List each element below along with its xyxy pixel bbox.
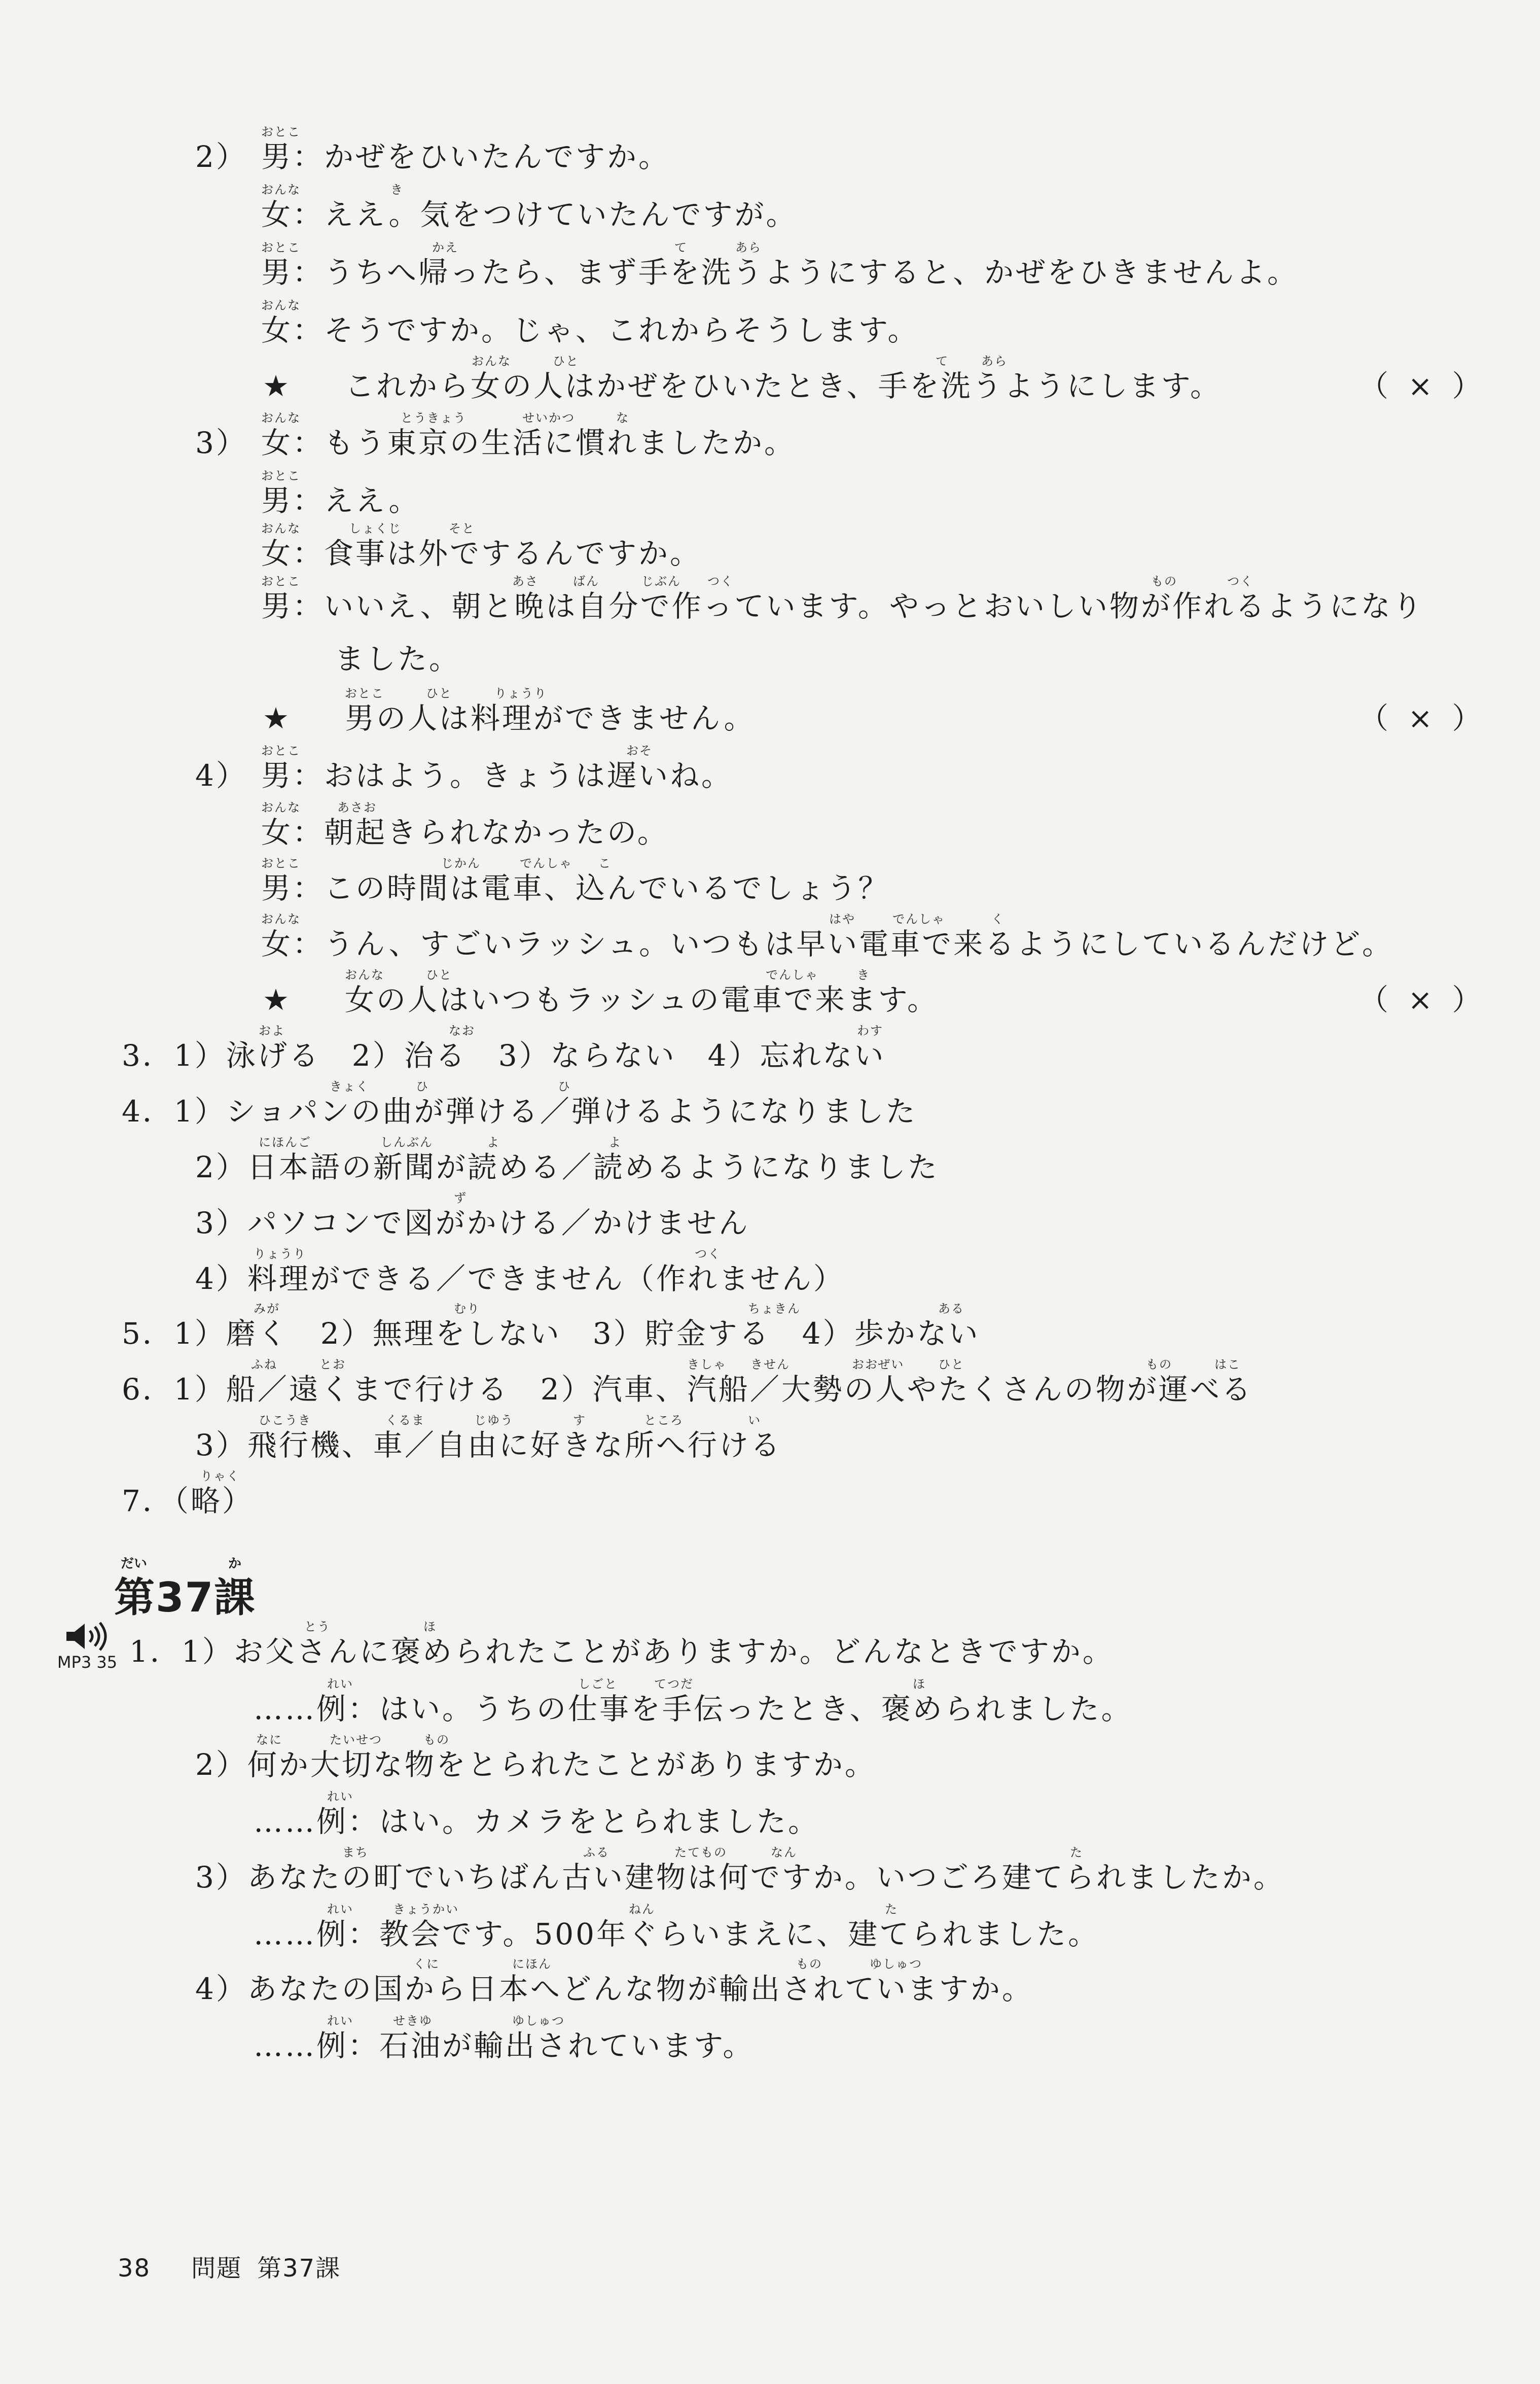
ruby-text: つく bbox=[707, 574, 734, 588]
ruby-text: きょうかい bbox=[393, 1902, 459, 1916]
ruby-text: かえ bbox=[432, 240, 458, 255]
ruby-text: なお bbox=[449, 1024, 475, 1038]
dialogue-line bbox=[261, 758, 733, 793]
ruby-text: ひと bbox=[426, 686, 452, 700]
dialogue-line bbox=[261, 255, 1299, 290]
ruby-text: た bbox=[885, 1902, 898, 1916]
ruby-text: れい bbox=[327, 1790, 353, 1804]
ruby-text: りょうり bbox=[494, 686, 547, 700]
ruby-text: わす bbox=[857, 1024, 883, 1038]
question-text: お父さんに褒められたことがありますか。どんなときですか。 bbox=[233, 1634, 1114, 1669]
speaker-label: 女 bbox=[261, 426, 293, 460]
dialogue-line bbox=[261, 815, 669, 850]
ruby-text: しんぶん bbox=[380, 1135, 433, 1149]
example-answer: ……例：石油が輸出されています。 bbox=[254, 2028, 755, 2063]
dialogue-text: ：朝起きられなかったの。 bbox=[293, 815, 669, 850]
speaker-furigana: おとこ bbox=[261, 125, 301, 139]
dialogue-line bbox=[261, 929, 1393, 959]
ruby-text: く bbox=[991, 912, 1005, 926]
dialogue-line bbox=[261, 139, 670, 174]
ruby-text: ほ bbox=[913, 1677, 926, 1691]
ruby-text: ところ bbox=[644, 1413, 684, 1427]
speaker-furigana: おんな bbox=[261, 800, 301, 815]
lesson-question bbox=[195, 1974, 1033, 2004]
ruby-text: とお bbox=[319, 1357, 346, 1372]
ruby-text: りゃく bbox=[200, 1469, 240, 1483]
ruby-text: れい bbox=[327, 1902, 353, 1916]
example-answer: ……例：はい。うちの仕事を手伝ったとき、褒められました。 bbox=[254, 1692, 1133, 1726]
audio-track-label: MP3 35 bbox=[57, 1653, 118, 1672]
dialogue-text: ：食事は外でするんですか。 bbox=[293, 536, 702, 571]
dialogue-line bbox=[261, 483, 420, 518]
answer-line: 5．1）磨く 2）無理をしない 3）貯金する 4）歩かない bbox=[122, 1316, 980, 1351]
speaker-icon bbox=[64, 1621, 110, 1652]
answer-line: 7．（略） bbox=[122, 1484, 254, 1518]
page-number: 38 bbox=[118, 2254, 151, 2283]
ruby-text: ひと bbox=[938, 1357, 964, 1372]
ruby-text: じかん bbox=[441, 856, 481, 870]
ruby-text: にほんご bbox=[259, 1135, 311, 1149]
speaker-label: 男 bbox=[261, 139, 293, 174]
speaker-label: 女 bbox=[261, 313, 293, 347]
ruby-text: ある bbox=[938, 1302, 964, 1316]
speaker-label: 男 bbox=[261, 871, 293, 905]
ruby-text: りょうり bbox=[254, 1247, 306, 1261]
speaker-label: 女 bbox=[261, 815, 293, 850]
footer-section: 問題 bbox=[191, 2254, 242, 2283]
lesson-title-ruby: か bbox=[228, 1556, 242, 1571]
ruby-text: もの bbox=[423, 1733, 450, 1747]
lesson-question bbox=[195, 1860, 1285, 1895]
ruby-text: す bbox=[573, 1413, 586, 1427]
dialogue-text: ：うん、すごいラッシュ。いつもは早い電車で来るようにしているんだけど。 bbox=[293, 927, 1394, 961]
true-false-statement: 女の人はいつもラッシュの電車で来ます。 bbox=[345, 983, 939, 1017]
dialogue-line bbox=[261, 428, 796, 458]
question-number: 3） bbox=[195, 426, 247, 460]
ruby-text: みが bbox=[254, 1302, 280, 1316]
ruby-text: ゆしゅつ bbox=[512, 2014, 565, 2028]
dialogue-text: ：そうですか。じゃ、これからそうします。 bbox=[293, 313, 919, 347]
speaker-furigana: おとこ bbox=[261, 856, 301, 870]
ruby-text: ひと bbox=[553, 354, 579, 368]
ruby-text: はや bbox=[829, 912, 855, 926]
star-icon: ★ bbox=[263, 369, 291, 403]
ruby-text: しょくじ bbox=[349, 521, 402, 536]
ruby-text: あさお bbox=[337, 800, 377, 815]
ruby-text: れい bbox=[327, 1677, 353, 1691]
ruby-text: もの bbox=[796, 1957, 822, 1971]
speaker-furigana: おんな bbox=[261, 183, 301, 197]
lesson-question bbox=[195, 1747, 876, 1782]
ruby-text: てつだ bbox=[654, 1677, 694, 1691]
lesson-title: 第37課 bbox=[114, 1574, 256, 1621]
ruby-text: ず bbox=[454, 1191, 467, 1205]
answer-line: 6．1）船／遠くまで行ける 2）汽車、汽船／大勢の人やたくさんの物が運べる bbox=[122, 1372, 1253, 1407]
ruby-text: おんな bbox=[472, 354, 511, 368]
dialogue-text: ：いいえ、朝と晩は自分で作っています。やっとおいしい物が作れるようになり bbox=[293, 589, 1424, 623]
ruby-text: なに bbox=[256, 1733, 282, 1747]
answer-mark: （ × ） bbox=[1359, 701, 1487, 735]
speaker-furigana: おんな bbox=[261, 411, 301, 425]
ruby-text: ちょきん bbox=[748, 1302, 801, 1316]
ruby-text: よ bbox=[608, 1135, 622, 1149]
speaker-furigana: おとこ bbox=[261, 469, 301, 483]
ruby-text: まち bbox=[342, 1845, 369, 1860]
question-number: 4） bbox=[195, 1972, 247, 2006]
ruby-text: もの bbox=[1151, 574, 1177, 588]
dialogue-continuation: ました。 bbox=[335, 642, 461, 676]
ruby-text: でんしゃ bbox=[520, 856, 572, 870]
answer-line: 2）日本語の新聞が読める／読めるようになりました bbox=[195, 1150, 939, 1184]
ruby-text: くに bbox=[413, 1957, 440, 1971]
dialogue-text: ：この時間は電車、込んでいるでしょう？ bbox=[293, 871, 890, 905]
speaker-furigana: おとこ bbox=[261, 744, 301, 758]
dialogue-line bbox=[261, 315, 919, 345]
ruby-text: おとこ bbox=[345, 686, 384, 700]
question-number: 3） bbox=[195, 1860, 247, 1895]
ruby-text: て bbox=[936, 354, 949, 368]
ruby-text: ふる bbox=[583, 1845, 610, 1860]
dialogue-line bbox=[261, 197, 798, 232]
ruby-text: ふね bbox=[251, 1357, 277, 1372]
speaker-label: 男 bbox=[261, 483, 293, 518]
ruby-text: あら bbox=[981, 354, 1008, 368]
ruby-text: にほん bbox=[512, 1957, 552, 1971]
ruby-text: およ bbox=[259, 1024, 285, 1038]
ruby-text: ねん bbox=[629, 1902, 655, 1916]
ruby-text: おんな bbox=[345, 968, 384, 982]
ruby-text: せきゆ bbox=[393, 2014, 433, 2028]
dialogue-line bbox=[261, 873, 889, 903]
dialogue-text: ：ええ。 bbox=[293, 483, 420, 518]
lesson-title-ruby: だい bbox=[121, 1556, 148, 1571]
ruby-text: きしゃ bbox=[687, 1357, 727, 1372]
question-number: 4） bbox=[195, 758, 247, 793]
audio-track[interactable] bbox=[47, 1621, 128, 1670]
ruby-text: ひ bbox=[416, 1079, 429, 1094]
ruby-text: き bbox=[857, 968, 870, 982]
lesson-question bbox=[129, 1634, 1114, 1669]
ruby-text: こ bbox=[598, 856, 612, 870]
ruby-text: い bbox=[748, 1413, 761, 1427]
ruby-text: しごと bbox=[578, 1677, 618, 1691]
ruby-text: きせん bbox=[750, 1357, 790, 1372]
ruby-text: とうきょう bbox=[401, 411, 467, 425]
ruby-text: くるま bbox=[385, 1413, 425, 1427]
star-icon: ★ bbox=[263, 701, 291, 735]
footer-lesson: 第37課 bbox=[257, 2254, 341, 2283]
example-answer: ……例：はい。カメラをとられました。 bbox=[254, 1804, 820, 1839]
ruby-text: き bbox=[390, 183, 404, 197]
question-number: 2） bbox=[195, 139, 247, 174]
question-text: 何か大切な物をとられたことがありますか。 bbox=[247, 1747, 876, 1782]
ruby-text: きょく bbox=[330, 1079, 369, 1094]
ruby-text: たてもの bbox=[674, 1845, 727, 1860]
ruby-text: おそ bbox=[626, 744, 653, 758]
ruby-text: つく bbox=[1227, 574, 1254, 588]
speaker-label: 男 bbox=[261, 255, 293, 290]
ruby-text: ゆしゅつ bbox=[870, 1957, 922, 1971]
ruby-text: ばん bbox=[573, 574, 599, 588]
example-answer: ……例：教会です。500年ぐらいまえに、建てられました。 bbox=[254, 1917, 1100, 1951]
dialogue-text: ：ええ。気をつけていたんですが。 bbox=[293, 197, 798, 232]
speaker-label: 男 bbox=[261, 589, 293, 623]
answer-line: 3．1）泳げる 2）治る 3）ならない 4）忘れない bbox=[122, 1038, 886, 1073]
dialogue-line bbox=[261, 536, 702, 571]
speaker-label: 女 bbox=[261, 536, 293, 571]
speaker-furigana: おとこ bbox=[261, 574, 301, 588]
ruby-text: な bbox=[616, 411, 629, 425]
speaker-furigana: おんな bbox=[261, 298, 301, 312]
ruby-text: じゆう bbox=[474, 1413, 514, 1427]
dialogue-text: ：うちへ帰ったら、まず手を洗うようにすると、かぜをひきませんよ。 bbox=[293, 255, 1299, 290]
ruby-text: じぶん bbox=[641, 574, 681, 588]
ruby-text: むり bbox=[454, 1302, 480, 1316]
ruby-text: あさ bbox=[512, 574, 539, 588]
ruby-text: ひこうき bbox=[259, 1413, 311, 1427]
ruby-text: れい bbox=[327, 2014, 353, 2028]
speaker-furigana: おんな bbox=[261, 912, 301, 926]
ruby-text: はこ bbox=[1214, 1357, 1241, 1372]
question-text: あなたの国から日本へどんな物が輸出されていますか。 bbox=[247, 1972, 1033, 2006]
true-false-statement: 男の人は料理ができません。 bbox=[345, 701, 756, 735]
answer-mark: （ × ） bbox=[1359, 983, 1487, 1017]
answer-line: 3）飛行機、車／自由に好きな所へ行ける bbox=[195, 1428, 782, 1462]
star-icon: ★ bbox=[263, 983, 291, 1017]
ruby-text: たいせつ bbox=[330, 1733, 382, 1747]
answer-line: 3）パソコンで図がかける／かけません bbox=[195, 1206, 750, 1240]
question-number: 2） bbox=[195, 1747, 247, 1782]
true-false-statement: これから女の人はかぜをひいたとき、手を洗うようにします。 bbox=[345, 369, 1222, 403]
ruby-text: なん bbox=[771, 1845, 797, 1860]
ruby-text: た bbox=[1070, 1845, 1083, 1860]
question-text: あなたの町でいちばん古い建物は何ですか。いつごろ建てられましたか。 bbox=[247, 1860, 1285, 1895]
page-footer bbox=[118, 2256, 341, 2281]
ruby-text: でんしゃ bbox=[766, 968, 818, 982]
question-number: 1．1） bbox=[129, 1634, 234, 1669]
answer-mark: （ × ） bbox=[1359, 369, 1487, 403]
ruby-text: よ bbox=[487, 1135, 500, 1149]
ruby-text: もの bbox=[1146, 1357, 1172, 1372]
speaker-furigana: おとこ bbox=[261, 240, 301, 255]
speaker-label: 女 bbox=[261, 197, 293, 232]
ruby-text: せいかつ bbox=[522, 411, 575, 425]
ruby-text: とう bbox=[304, 1620, 331, 1634]
speaker-label: 男 bbox=[261, 758, 293, 793]
ruby-text: そと bbox=[449, 521, 475, 536]
answer-line: 4．1）ショパンの曲が弾ける／弾けるようになりました bbox=[122, 1094, 917, 1129]
ruby-text: ほ bbox=[423, 1620, 437, 1634]
dialogue-text: ：おはよう。きょうは遅いね。 bbox=[293, 758, 733, 793]
dialogue-line bbox=[261, 591, 1424, 621]
dialogue-text: ：もう東京の生活に慣れましたか。 bbox=[293, 426, 796, 460]
ruby-text: おおぜい bbox=[852, 1357, 905, 1372]
ruby-text: あら bbox=[735, 240, 762, 255]
answer-line: 4）料理ができる／できません（作れません） bbox=[195, 1261, 845, 1296]
ruby-text: つく bbox=[695, 1247, 721, 1261]
dialogue-text: ：かぜをひいたんですか。 bbox=[293, 139, 670, 174]
ruby-text: て bbox=[674, 240, 688, 255]
speaker-furigana: おんな bbox=[261, 521, 301, 536]
ruby-text: でんしゃ bbox=[892, 912, 945, 926]
speaker-label: 女 bbox=[261, 927, 293, 961]
ruby-text: ひ bbox=[558, 1079, 571, 1094]
ruby-text: ひと bbox=[426, 968, 452, 982]
